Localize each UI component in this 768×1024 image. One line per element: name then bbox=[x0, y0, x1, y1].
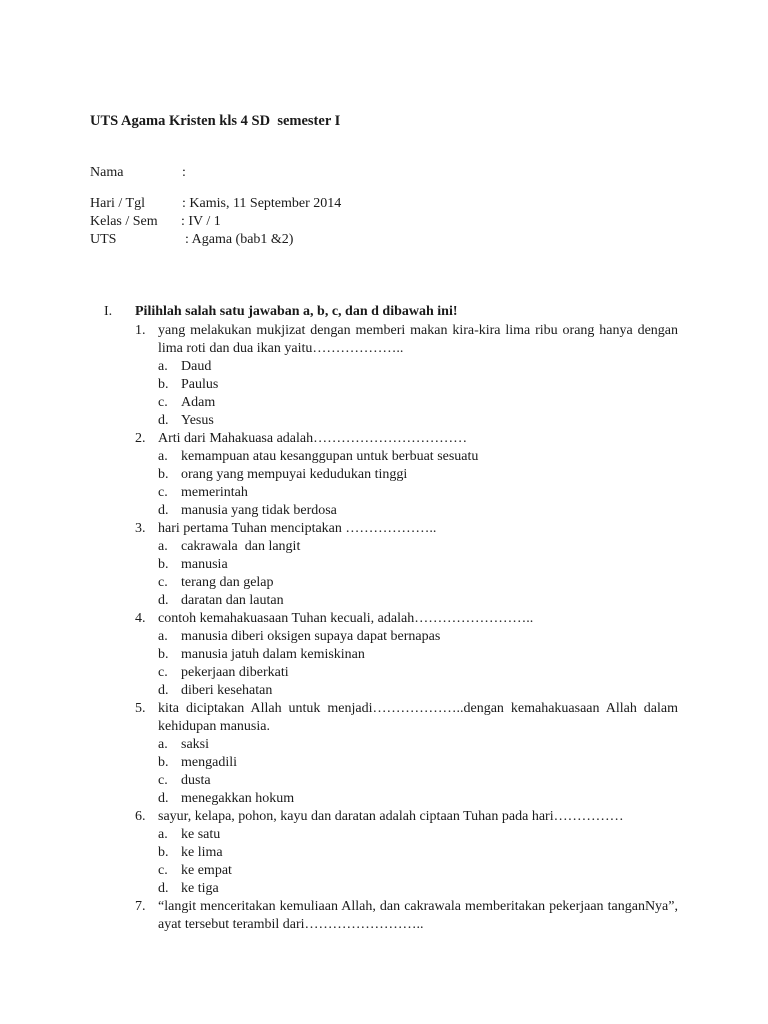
option-text: memerintah bbox=[181, 485, 248, 500]
info-label-hari: Hari / Tgl bbox=[90, 196, 145, 211]
option-d bbox=[0, 790, 768, 808]
option-text: saksi bbox=[181, 737, 209, 752]
option-text: cakrawala dan langit bbox=[181, 539, 301, 554]
question-number: 2. bbox=[135, 431, 146, 446]
question-text: “langit menceritakan kemuliaan Allah, dan cakrawala memberitakan pekerjaan tanganNya”, ayat tersebut terambil dari…………………….. bbox=[158, 899, 678, 932]
option-letter: d. bbox=[158, 683, 169, 698]
option-text: diberi kesehatan bbox=[181, 683, 273, 698]
option-letter: b. bbox=[158, 755, 169, 770]
option-letter: b. bbox=[158, 845, 169, 860]
option-a bbox=[0, 628, 768, 646]
option-letter: b. bbox=[158, 377, 169, 392]
option-d bbox=[0, 592, 768, 610]
option-c bbox=[0, 484, 768, 502]
option-text: Adam bbox=[181, 395, 216, 410]
section-instruction: Pilihlah salah satu jawaban a, b, c, dan d dibawah ini! bbox=[135, 304, 458, 319]
option-text: Daud bbox=[181, 359, 212, 374]
option-letter: b. bbox=[158, 467, 169, 482]
question-text: yang melakukan mukjizat dengan memberi makan kira-kira lima ribu orang hanya dengan lima roti dan dua ikan yaitu……………….. bbox=[158, 323, 678, 356]
option-text: Paulus bbox=[181, 377, 219, 392]
option-b bbox=[0, 646, 768, 664]
option-text: daratan dan lautan bbox=[181, 593, 284, 608]
option-c bbox=[0, 862, 768, 880]
question-2 bbox=[0, 430, 768, 520]
option-text: manusia bbox=[181, 557, 228, 572]
question-text: hari pertama Tuhan menciptakan ……………….. bbox=[158, 521, 437, 536]
option-c bbox=[0, 772, 768, 790]
option-text: ke empat bbox=[181, 863, 232, 878]
info-label-kelas: Kelas / Sem bbox=[90, 214, 158, 229]
question-4 bbox=[0, 610, 768, 700]
option-letter: c. bbox=[158, 575, 168, 590]
info-value-nama: : bbox=[182, 165, 186, 180]
option-letter: d. bbox=[158, 413, 169, 428]
option-letter: d. bbox=[158, 503, 169, 518]
option-text: menegakkan hokum bbox=[181, 791, 295, 806]
question-7 bbox=[0, 898, 768, 934]
option-b bbox=[0, 466, 768, 484]
question-number: 4. bbox=[135, 611, 146, 626]
option-c bbox=[0, 574, 768, 592]
option-text: ke tiga bbox=[181, 881, 219, 896]
option-d bbox=[0, 682, 768, 700]
question-number: 3. bbox=[135, 521, 146, 536]
option-c bbox=[0, 394, 768, 412]
question-number: 7. bbox=[135, 899, 146, 914]
question-6 bbox=[0, 808, 768, 898]
option-text: orang yang mempuyai kedudukan tinggi bbox=[181, 467, 408, 482]
option-letter: d. bbox=[158, 593, 169, 608]
option-a bbox=[0, 358, 768, 376]
option-b bbox=[0, 376, 768, 394]
option-text: ke lima bbox=[181, 845, 223, 860]
option-text: dusta bbox=[181, 773, 211, 788]
option-letter: a. bbox=[158, 629, 168, 644]
option-letter: a. bbox=[158, 359, 168, 374]
question-5 bbox=[0, 700, 768, 808]
option-a bbox=[0, 448, 768, 466]
option-text: terang dan gelap bbox=[181, 575, 274, 590]
option-letter: a. bbox=[158, 827, 168, 842]
option-letter: a. bbox=[158, 737, 168, 752]
option-a bbox=[0, 736, 768, 754]
option-letter: d. bbox=[158, 791, 169, 806]
option-letter: b. bbox=[158, 557, 169, 572]
info-value-kelas: : IV / 1 bbox=[181, 214, 221, 229]
exam-title: UTS Agama Kristen kls 4 SD semester I bbox=[90, 113, 341, 129]
section-number: I. bbox=[104, 304, 113, 319]
option-text: ke satu bbox=[181, 827, 221, 842]
option-text: mengadili bbox=[181, 755, 237, 770]
option-letter: a. bbox=[158, 449, 168, 464]
option-a bbox=[0, 826, 768, 844]
option-a bbox=[0, 538, 768, 556]
option-c bbox=[0, 664, 768, 682]
option-b bbox=[0, 556, 768, 574]
info-label-nama: Nama bbox=[90, 165, 124, 180]
question-3 bbox=[0, 520, 768, 610]
question-text: kita diciptakan Allah untuk menjadi………………..dengan kemahakuasaan Allah dalam kehidupan manusia. bbox=[158, 701, 678, 734]
option-text: pekerjaan diberkati bbox=[181, 665, 289, 680]
option-d bbox=[0, 880, 768, 898]
question-text: Arti dari Mahakuasa adalah…………………………… bbox=[158, 431, 468, 446]
option-d bbox=[0, 502, 768, 520]
question-1 bbox=[0, 322, 768, 430]
option-letter: c. bbox=[158, 665, 168, 680]
option-letter: c. bbox=[158, 485, 168, 500]
option-text: manusia diberi oksigen supaya dapat bernapas bbox=[181, 629, 441, 644]
option-letter: b. bbox=[158, 647, 169, 662]
option-d bbox=[0, 412, 768, 430]
option-letter: c. bbox=[158, 863, 168, 878]
option-text: manusia jatuh dalam kemiskinan bbox=[181, 647, 365, 662]
option-b bbox=[0, 754, 768, 772]
option-b bbox=[0, 844, 768, 862]
info-label-uts: UTS bbox=[90, 232, 117, 247]
question-text: contoh kemahakuasaan Tuhan kecuali, adalah…………………….. bbox=[158, 611, 534, 626]
option-text: Yesus bbox=[181, 413, 214, 428]
option-letter: a. bbox=[158, 539, 168, 554]
info-value-hari: : Kamis, 11 September 2014 bbox=[182, 196, 342, 211]
question-list bbox=[0, 322, 768, 934]
option-letter: c. bbox=[158, 395, 168, 410]
option-text: manusia yang tidak berdosa bbox=[181, 503, 337, 518]
question-number: 6. bbox=[135, 809, 146, 824]
question-number: 5. bbox=[135, 701, 146, 716]
option-letter: c. bbox=[158, 773, 168, 788]
option-text: kemampuan atau kesanggupan untuk berbuat sesuatu bbox=[181, 449, 479, 464]
question-number: 1. bbox=[135, 323, 146, 338]
question-text: sayur, kelapa, pohon, kayu dan daratan adalah ciptaan Tuhan pada hari…………… bbox=[158, 809, 624, 824]
option-letter: d. bbox=[158, 881, 169, 896]
info-value-uts: : Agama (bab1 &2) bbox=[185, 232, 294, 247]
